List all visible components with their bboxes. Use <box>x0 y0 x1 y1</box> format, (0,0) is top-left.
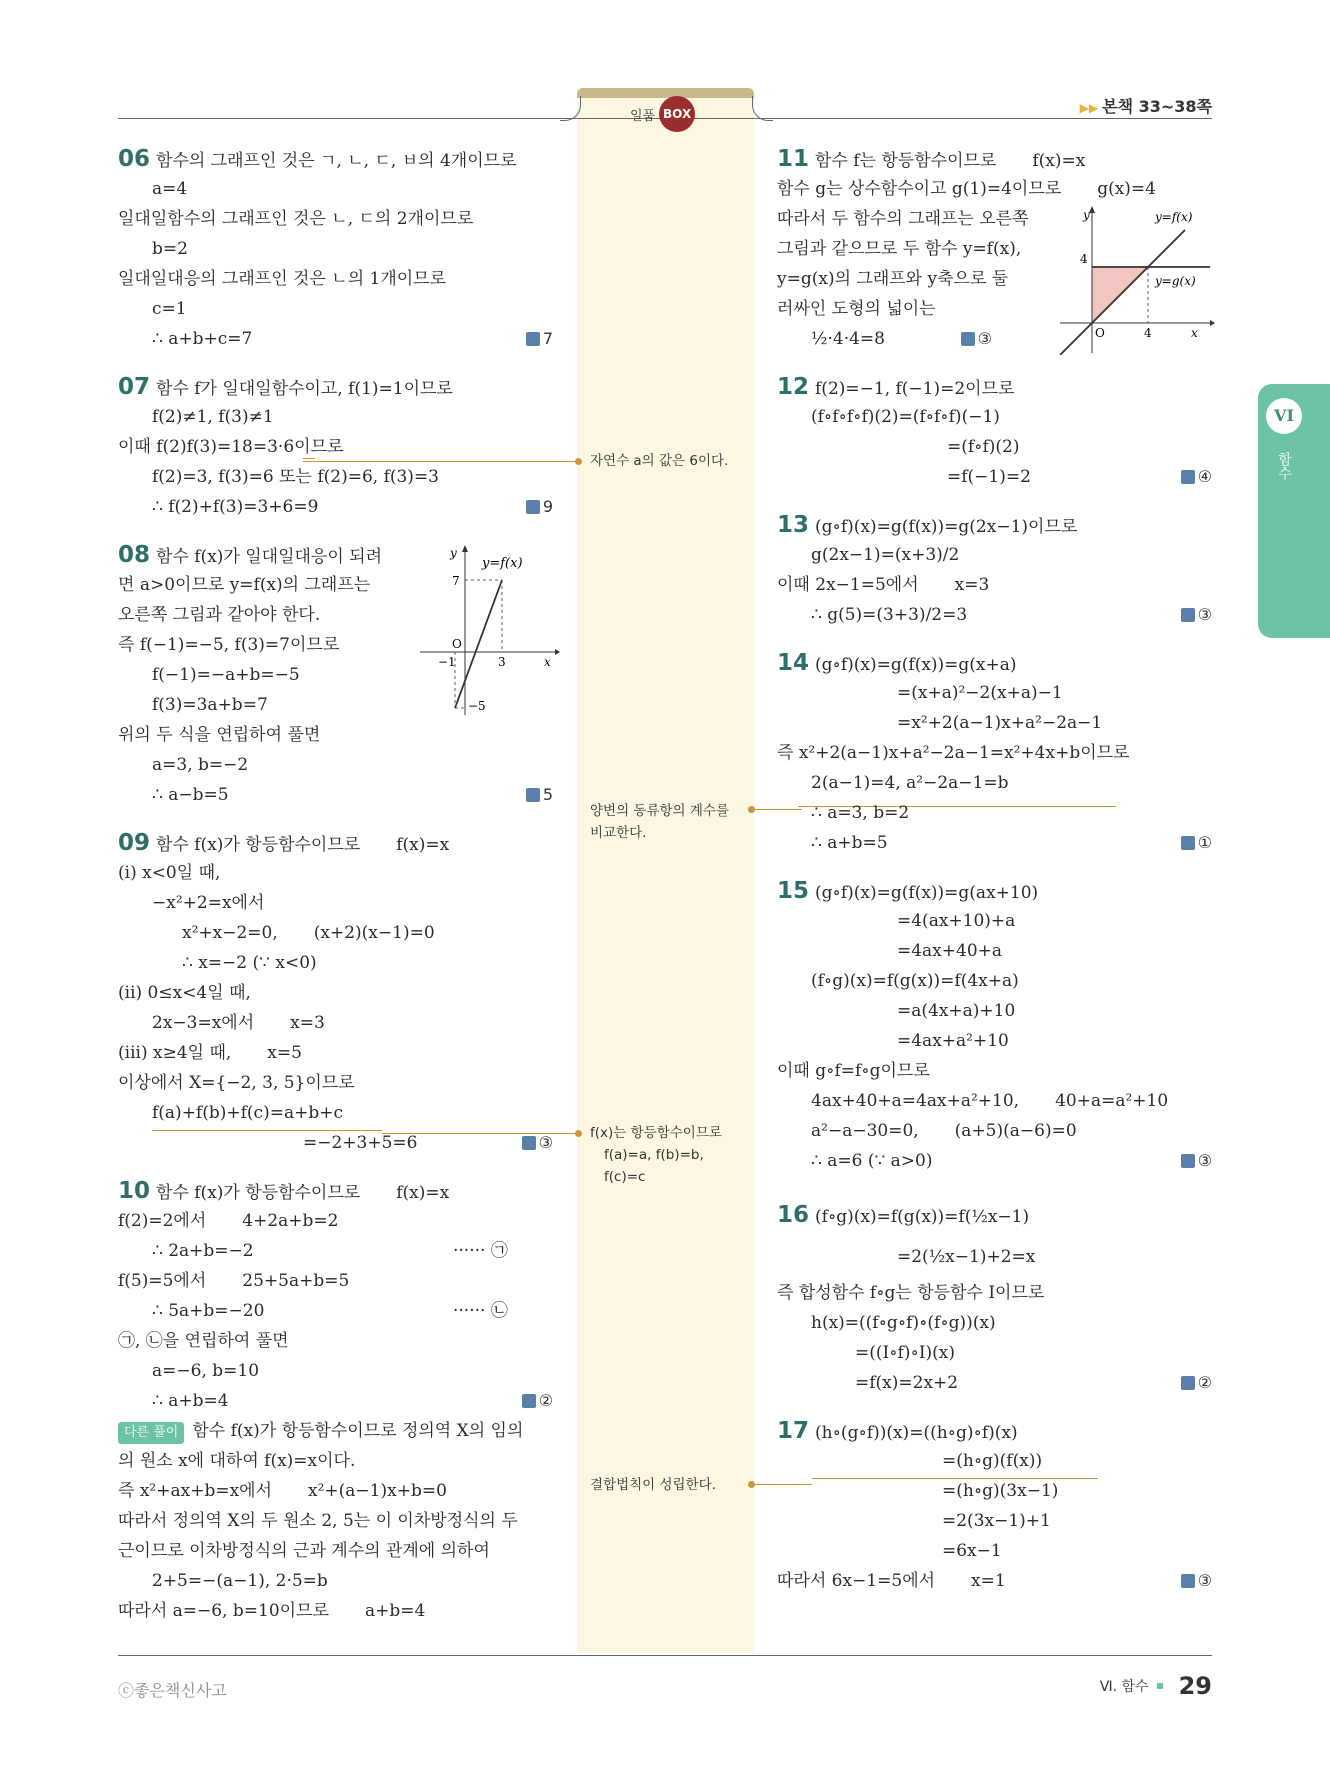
p11-line: 그림과 같으므로 두 함수 y=f(x), <box>777 239 1022 259</box>
p06-line: 일대일대응의 그래프인 것은 ㄴ의 1개이므로 <box>118 269 447 289</box>
p08-line: ∴ a−b=5 5 <box>118 780 553 810</box>
p09-line: (ii) 0≤x<4일 때, <box>118 983 251 1003</box>
g11-x-label: x <box>1191 326 1198 340</box>
p10-line: ㉠, ㉡을 연립하여 풀면 <box>118 1331 289 1351</box>
connector-dot <box>748 806 755 813</box>
p16-line: =f(x)=2x+2 ② <box>777 1368 1212 1398</box>
alt-line: 2+5=−(a−1), 2·5=b <box>152 1571 328 1591</box>
chapter-title: Ⅵ. 함수 <box>1099 1679 1149 1695</box>
note-2: 양변의 동류항의 계수를 비교한다. <box>590 803 729 841</box>
problem-number-06: 06 <box>118 146 151 172</box>
p13-line: g(2x−1)=(x+3)/2 <box>811 545 960 565</box>
g08-y-label: y <box>450 546 457 560</box>
g08-x-left: −1 <box>438 655 456 669</box>
answer-box-icon <box>526 788 540 802</box>
p08-line: 즉 f(−1)=−5, f(3)=7이므로 <box>118 635 340 655</box>
alt-line: 따라서 a=−6, b=10이므로 a+b=4 <box>118 1601 426 1621</box>
p14-line: 즉 x²+2(a−1)x+a²−2a−1=x²+4x+b이므로 <box>777 743 1130 763</box>
p11-line: y=g(x)의 그래프와 y축으로 둘 <box>777 269 1009 289</box>
p09-line: =−2+3+5=6 ③ <box>118 1128 553 1158</box>
p11-line: 러싸인 도형의 넓이는 <box>777 299 936 319</box>
answer-11: ③ <box>961 324 992 354</box>
note-4: 결합법칙이 성립한다. <box>590 1477 716 1493</box>
p09-line: f(a)+f(b)+f(c)=a+b+c <box>152 1103 343 1123</box>
p09-line: −x²+2=x에서 <box>152 893 265 913</box>
problem-number-14: 14 <box>777 650 810 676</box>
spacer <box>777 858 1212 876</box>
p15-line: =4ax+40+a <box>897 941 1003 961</box>
answer-box-icon <box>1181 1376 1195 1390</box>
p12-line: =f(−1)=2 ④ <box>777 462 1212 492</box>
answer-09: ③ <box>522 1128 553 1158</box>
answer-box-icon <box>1181 1154 1195 1168</box>
connector-dot <box>575 458 582 465</box>
problem-11-line1: 11 함수 f는 항등함수이므로 f(x)=x <box>777 146 1086 172</box>
alt-line: 즉 x²+ax+b=x에서 x²+(a−1)x+b=0 <box>118 1481 447 1501</box>
answer-box-icon <box>1181 608 1195 622</box>
footer-chapter <box>1100 1672 1212 1700</box>
p14-line: =x²+2(a−1)x+a²−2a−1 <box>897 713 1103 733</box>
p07-line: f(2)≠1, f(3)≠1 <box>152 407 274 427</box>
underline-07 <box>303 458 315 459</box>
g08-y-top: 7 <box>452 574 460 588</box>
p10-line: f(5)=5에서 25+5a+b=5 <box>118 1271 350 1291</box>
p13-line: 이때 2x−1=5에서 x=3 <box>777 575 990 595</box>
graph-11 <box>1055 205 1215 355</box>
g11-x-tick: 4 <box>1144 326 1152 340</box>
p08-line: f(3)=3a+b=7 <box>152 695 268 715</box>
p14-line: =(x+a)²−2(x+a)−1 <box>897 683 1063 703</box>
answer-08: 5 <box>526 780 553 810</box>
p07-line: ∴ f(2)+f(3)=3+6=9 9 <box>118 492 553 522</box>
problem-12-line1: 12 f(2)=−1, f(−1)=2이므로 <box>777 374 1015 400</box>
answer-box-icon <box>526 332 540 346</box>
underline-09 <box>152 1130 382 1131</box>
answer-15: ③ <box>1181 1146 1212 1176</box>
spacer <box>777 630 1212 648</box>
answer-box-icon <box>1181 470 1195 484</box>
page-ref-text: 본책 33~38쪽 <box>1102 97 1212 116</box>
p17-line: =(h∘g)(3x−1) <box>942 1481 1059 1501</box>
box-badge: BOX <box>659 96 695 132</box>
alt-solution-tag: 다른 풀이 <box>118 1422 184 1444</box>
box-prefix: 일품 <box>630 108 656 124</box>
connector-1 <box>303 461 579 462</box>
p15-line: =a(4x+a)+10 <box>897 1001 1016 1021</box>
p10-line: a=−6, b=10 <box>152 1361 260 1381</box>
g11-y-tick: 4 <box>1080 252 1088 266</box>
p11-line: 함수 g는 상수함수이고 g(1)=4이므로 g(x)=4 <box>777 179 1156 199</box>
p09-line: 2x−3=x에서 x=3 <box>152 1013 325 1033</box>
p09-line: ∴ x=−2 (∵ x<0) <box>182 953 317 973</box>
g11-origin: O <box>1095 326 1105 340</box>
alt-line: 근이므로 이차방정식의 근과 계수의 관계에 의하여 <box>118 1541 490 1561</box>
g08-origin: O <box>452 637 462 651</box>
answer-16: ② <box>1181 1368 1212 1398</box>
p09-line: (iii) x≥4일 때, x=5 <box>118 1043 302 1063</box>
p16-line: h(x)=((f∘g∘f)∘(f∘g))(x) <box>811 1313 996 1333</box>
p08-line: 오른쪽 그림과 같아야 한다. <box>118 605 321 625</box>
p12-line: =(f∘f)(2) <box>947 437 1020 457</box>
p11-line: 따라서 두 함수의 그래프는 오른쪽 <box>777 209 1029 229</box>
problem-08-line1: 08 함수 f(x)가 일대일대응이 되려 <box>118 542 383 568</box>
page-reference <box>1080 94 1212 117</box>
g11-g-label: y=g(x) <box>1155 274 1196 288</box>
g11-y-label: y <box>1083 208 1090 222</box>
spacer <box>777 1176 1212 1194</box>
alt-line: 의 원소 x에 대하여 f(x)=x이다. <box>118 1451 356 1471</box>
connector-3 <box>382 1133 579 1134</box>
publisher: ⓒ좋은책신사고 <box>118 1681 227 1700</box>
answer-box-icon <box>1181 1574 1195 1588</box>
problem-number-10: 10 <box>118 1178 151 1204</box>
spacer <box>118 810 553 828</box>
problem-number-12: 12 <box>777 374 810 400</box>
answer-box-icon <box>522 1136 536 1150</box>
spacer <box>118 1158 553 1176</box>
p14-line: 2(a−1)=4, a²−2a−1=b <box>811 773 1009 793</box>
spacer <box>777 354 1212 372</box>
spacer <box>118 522 553 540</box>
p17-line: =2(3x−1)+1 <box>942 1511 1051 1531</box>
answer-box-icon <box>961 332 975 346</box>
p08-line: 면 a>0이므로 y=f(x)의 그래프는 <box>118 575 371 595</box>
page-number: 29 <box>1178 1672 1212 1700</box>
p10-line: f(2)=2에서 4+2a+b=2 <box>118 1211 339 1231</box>
p08-line: f(−1)=−a+b=−5 <box>152 665 300 685</box>
p15-line: 4ax+40+a=4ax+a²+10, 40+a=a²+10 <box>811 1091 1169 1111</box>
p06-line: a=4 <box>152 179 188 199</box>
connector-dot <box>748 1481 755 1488</box>
spacer <box>777 1398 1212 1416</box>
g08-func-label: y=f(x) <box>482 556 523 571</box>
problem-14-line1: 14 (g∘f)(x)=g(f(x))=g(x+a) <box>777 650 1017 676</box>
p12-line: (f∘f∘f∘f)(2)=(f∘f∘f)(−1) <box>811 407 1000 427</box>
spacer <box>777 492 1212 510</box>
problem-10-line1: 10 함수 f(x)가 항등함수이므로 f(x)=x <box>118 1178 450 1204</box>
p15-line: (f∘g)(x)=f(g(x))=f(4x+a) <box>811 971 1019 991</box>
p08-line: 위의 두 식을 연립하여 풀면 <box>118 725 321 745</box>
answer-12: ④ <box>1181 462 1212 492</box>
problem-13-line1: 13 (g∘f)(x)=g(f(x))=g(2x−1)이므로 <box>777 512 1078 538</box>
g08-x-label: x <box>544 655 551 669</box>
problem-number-15: 15 <box>777 878 810 904</box>
p06-line: b=2 <box>152 239 188 259</box>
center-note-strip <box>577 88 754 1653</box>
p17-line: =(h∘g)(f(x)) <box>942 1451 1043 1471</box>
note-3: f(x)는 항등함수이므로 f(a)=a, f(b)=b, f(c)=c <box>590 1125 722 1185</box>
problem-number-09: 09 <box>118 830 151 856</box>
p17-line: =6x−1 <box>942 1541 1002 1561</box>
p11-line: ½·4·4=8 ③ <box>777 324 1212 354</box>
problem-17-line1: 17 (h∘(g∘f))(x)=((h∘g)∘f)(x) <box>777 1418 1018 1444</box>
problem-number-07: 07 <box>118 374 151 400</box>
g08-x-right: 3 <box>498 655 506 669</box>
p09-line: x²+x−2=0, (x+2)(x−1)=0 <box>182 923 435 943</box>
alt-solution-line1: 다른 풀이 함수 f(x)가 항등함수이므로 정의역 X의 임의 <box>118 1416 553 1446</box>
spacer <box>118 354 553 372</box>
p09-line: (i) x<0일 때, <box>118 863 221 883</box>
answer-box-icon <box>526 500 540 514</box>
square-bullet-icon <box>1157 1683 1163 1689</box>
g08-y-bottom: −5 <box>468 699 486 713</box>
connector-dot <box>575 1130 582 1137</box>
answer-17: ③ <box>1181 1566 1212 1596</box>
answer-14: ① <box>1181 828 1212 858</box>
p08-line: a=3, b=−2 <box>152 755 249 775</box>
problem-number-16: 16 <box>777 1202 810 1228</box>
answer-07: 9 <box>526 492 553 522</box>
p06-line: ∴ a+b+c=7 7 <box>118 324 553 354</box>
bottom-rule <box>118 1655 1212 1656</box>
p07-line: f(2)=3, f(3)=6 또는 f(2)=6, f(3)=3 <box>152 467 439 487</box>
p16-line: 즉 합성함수 f∘g는 항등함수 I이므로 <box>777 1283 1045 1303</box>
problem-16-line1: 16 (f∘g)(x)=f(g(x))=f(½x−1) <box>777 1202 1030 1228</box>
problem-07-line1: 07 함수 f가 일대일함수이고, f(1)=1이므로 <box>118 374 453 400</box>
p14-line: ∴ a=3, b=2 <box>811 803 910 823</box>
problem-06-line1: 06 함수의 그래프인 것은 ㄱ, ㄴ, ㄷ, ㅂ의 4개이므로 <box>118 146 517 172</box>
p06-line: 일대일함수의 그래프인 것은 ㄴ, ㄷ의 2개이므로 <box>118 209 474 229</box>
problem-number-08: 08 <box>118 542 151 568</box>
p15-line: a²−a−30=0, (a+5)(a−6)=0 <box>811 1121 1077 1141</box>
g11-f-label: y=f(x) <box>1155 210 1193 224</box>
p06-line: c=1 <box>152 299 187 319</box>
problem-09-line1: 09 함수 f(x)가 항등함수이므로 f(x)=x <box>118 830 450 856</box>
left-column <box>118 144 553 1626</box>
answer-06: 7 <box>526 324 553 354</box>
answer-10: ② <box>522 1386 553 1416</box>
p15-line: =4ax+a²+10 <box>897 1031 1009 1051</box>
p16-line: =((I∘f)∘I)(x) <box>855 1343 956 1363</box>
p15-line: =4(ax+10)+a <box>897 911 1016 931</box>
p16-line: =2(½x−1)+2=x <box>897 1247 1036 1267</box>
answer-box-icon <box>1181 836 1195 850</box>
right-column <box>777 144 1212 1596</box>
problem-number-17: 17 <box>777 1418 810 1444</box>
p10-line: ∴ a+b=4 ② <box>118 1386 553 1416</box>
alt-line: 따라서 정의역 X의 두 원소 2, 5는 이 이차방정식의 두 <box>118 1511 518 1531</box>
p13-line: ∴ g(5)=(3+3)/2=3 ③ <box>777 600 1212 630</box>
chapter-label: 함수 <box>1276 452 1292 480</box>
problem-number-11: 11 <box>777 146 810 172</box>
answer-13: ③ <box>1181 600 1212 630</box>
p10-line: ∴ 2a+b=−2 ······ ㉠ <box>152 1241 508 1261</box>
double-arrow-icon: ▶▶ <box>1079 101 1099 115</box>
problem-15-line1: 15 (g∘f)(x)=g(f(x))=g(ax+10) <box>777 878 1039 904</box>
p14-line: ∴ a+b=5 ① <box>777 828 1212 858</box>
p07-line: 이때 f(2)f(3)=18=3·6이므로 <box>118 437 344 457</box>
answer-box-icon <box>522 1394 536 1408</box>
note-1: 자연수 a의 값은 6이다. <box>590 453 729 469</box>
chapter-numeral: VI <box>1266 398 1302 434</box>
p15-line: ∴ a=6 (∵ a>0) ③ <box>777 1146 1212 1176</box>
problem-number-13: 13 <box>777 512 810 538</box>
p10-line: ∴ 5a+b=−20 ······ ㉡ <box>152 1301 508 1321</box>
graph-08 <box>420 540 560 715</box>
p09-line: 이상에서 X={−2, 3, 5}이므로 <box>118 1073 355 1093</box>
p17-line: 따라서 6x−1=5에서 x=1 ③ <box>777 1566 1212 1596</box>
ilpum-box-label <box>630 96 695 132</box>
p15-line: 이때 g∘f=f∘g이므로 <box>777 1061 930 1081</box>
